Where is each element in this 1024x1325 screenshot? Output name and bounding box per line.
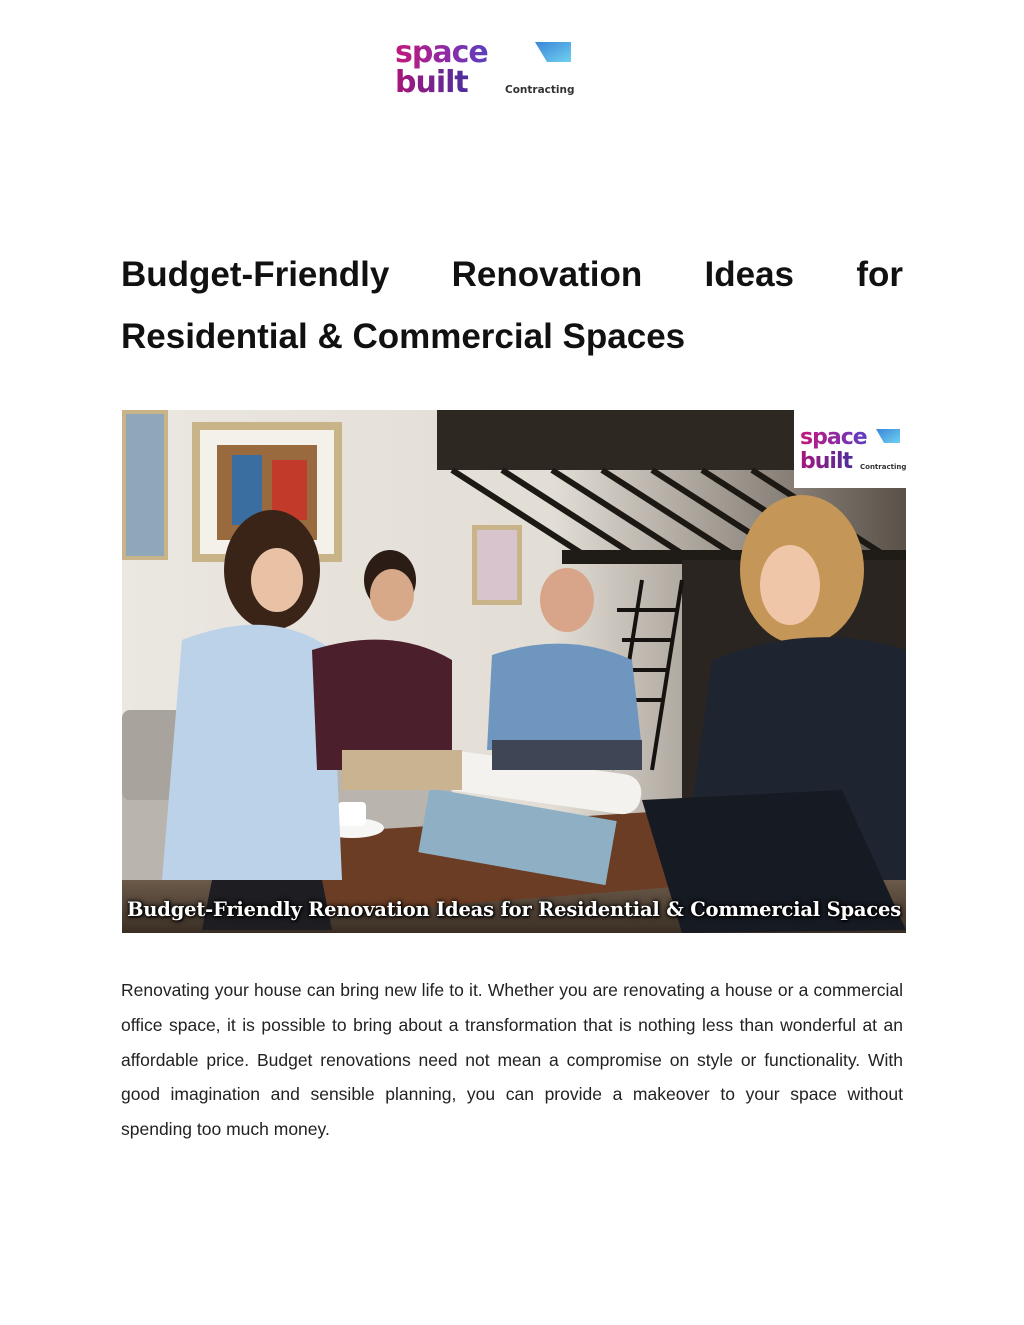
intro-paragraph: Renovating your house can bring new life to it. Whether you are renovating a house or a commercial office space, it is possible to bring about a transformation that is nothing less than wonderful at an affordable price. Budget renovations need not mean a compromise on style or functionality. With good imagination and sensible planning, you can provide a makeover to your space without spending too much money. — [121, 980, 903, 1140]
article-title: Budget-Friendly Renovation Ideas for Residential & Commercial Spaces — [121, 255, 903, 356]
hero-image — [122, 410, 906, 933]
brand-logo — [395, 38, 575, 100]
hero-logo-word-built: built — [800, 449, 853, 474]
hero-logo-tagline: Contracting — [860, 463, 906, 471]
hero-logo-word-space: space — [800, 425, 867, 450]
hero-brand-logo — [794, 410, 906, 488]
logo-tagline: Contracting — [505, 84, 575, 96]
hero-logo-accent-shape — [876, 429, 900, 443]
hero-logo-graphic — [794, 410, 906, 488]
logo-word-built: built — [395, 65, 468, 100]
hero-caption: Budget-Friendly Renovation Ideas for Residential & Commercial Spaces — [127, 898, 901, 921]
hero-photo-illustration — [122, 410, 906, 933]
logo-accent-shape — [535, 42, 571, 62]
logo-graphic — [395, 38, 575, 100]
logo-word-space: space — [395, 38, 488, 70]
